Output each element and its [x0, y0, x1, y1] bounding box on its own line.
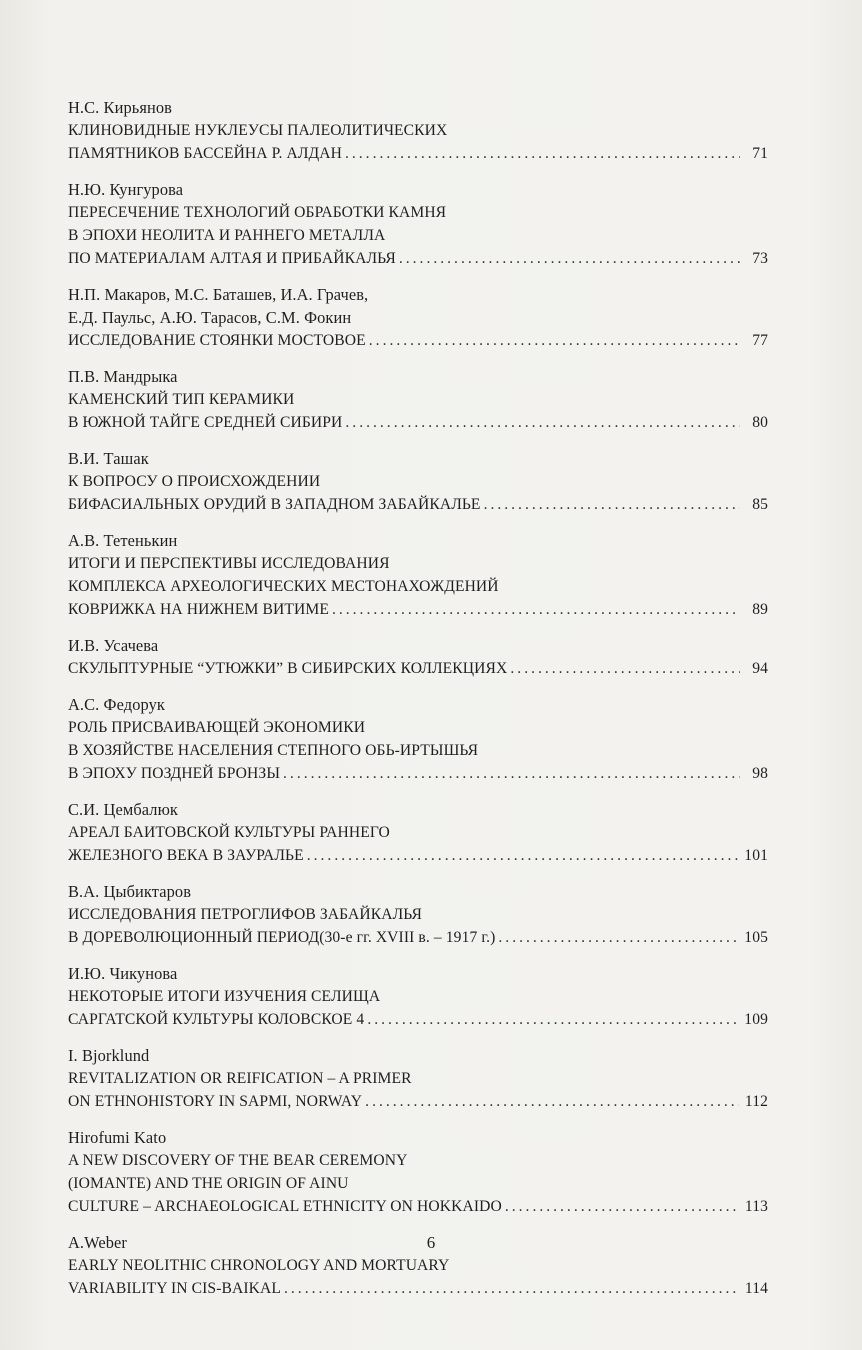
- entry-title-line: REVITALIZATION OR REIFICATION – A PRIMER: [68, 1070, 412, 1087]
- dot-leader: [365, 1090, 739, 1113]
- entry-title-line: БИФАСИАЛЬНЫХ ОРУДИЙ В ЗАПАДНОМ ЗАБАЙКАЛЬЕ: [68, 496, 481, 513]
- entry-title-line: EARLY NEOLITHIC CHRONOLOGY AND MORTUARY: [68, 1257, 450, 1274]
- entry-author: Е.Д. Паульс, А.Ю. Тарасов, С.М. Фокин: [68, 308, 352, 327]
- entry-page-number: 71: [752, 145, 768, 162]
- entry-title-line: A NEW DISCOVERY OF THE BEAR CEREMONY: [68, 1152, 408, 1169]
- entry-page-number: 114: [744, 1280, 768, 1297]
- entry-author: Н.С. Кирьянов: [68, 98, 172, 117]
- entry-title-line: ЖЕЛЕЗНОГО ВЕКА В ЗАУРАЛЬЕ: [68, 847, 304, 864]
- entry-title-line: ON ETHNOHISTORY IN SAPMI, NORWAY: [68, 1093, 363, 1110]
- entry-page-number: 77: [752, 332, 768, 349]
- entry-title-line: В ДОРЕВОЛЮЦИОННЫЙ ПЕРИОД(30-е гг. XVIII в. – 1917 г.): [68, 929, 496, 946]
- entry-page-number: 94: [752, 660, 768, 677]
- entry-author: И.Ю. Чикунова: [68, 964, 178, 983]
- entry-title-line: САРГАТСКОЙ КУЛЬТУРЫ КОЛОВСКОЕ 4: [68, 1011, 365, 1028]
- entry-title-line: VARIABILITY IN CIS-BAIKAL: [68, 1280, 281, 1297]
- entry-page-number: 85: [752, 496, 768, 513]
- toc-entry: [68, 178, 768, 270]
- entry-title-line: К ВОПРОСУ О ПРОИСХОЖДЕНИИ: [68, 473, 321, 490]
- dot-leader: [498, 926, 738, 949]
- table-of-contents: [68, 96, 768, 1313]
- dot-leader: [484, 493, 740, 516]
- toc-entry: [68, 962, 768, 1031]
- entry-last-line: [68, 329, 768, 352]
- entry-author: И.В. Усачева: [68, 636, 159, 655]
- entry-last-line: [68, 926, 768, 949]
- entry-author: П.В. Мандрыка: [68, 367, 178, 386]
- entry-author: Н.П. Макаров, М.С. Баташев, И.А. Грачев,: [68, 285, 369, 304]
- entry-last-line: [68, 247, 768, 270]
- entry-page-number: 105: [744, 929, 768, 946]
- entry-last-line: [68, 762, 768, 785]
- entry-title-line: ИТОГИ И ПЕРСПЕКТИВЫ ИССЛЕДОВАНИЯ: [68, 555, 390, 572]
- toc-entry: [68, 798, 768, 867]
- entry-last-line: [68, 598, 768, 621]
- entry-page-number: 73: [752, 250, 768, 267]
- toc-entry: [68, 693, 768, 785]
- page-number: 6: [426, 1233, 436, 1252]
- entry-title-line: ИССЛЕДОВАНИЕ СТОЯНКИ МОСТОВОЕ: [68, 332, 366, 349]
- entry-last-line: [68, 1195, 768, 1218]
- entry-title-line: СКУЛЬПТУРНЫЕ “УТЮЖКИ” В СИБИРСКИХ КОЛЛЕКЦИЯХ: [68, 660, 508, 677]
- entry-author: I. Bjorklund: [68, 1046, 150, 1065]
- entry-last-line: [68, 1090, 768, 1113]
- entry-page-number: 101: [744, 847, 768, 864]
- toc-entry: [68, 529, 768, 621]
- entry-last-line: [68, 142, 768, 165]
- entry-author: Hirofumi Kato: [68, 1128, 167, 1147]
- entry-author: В.И. Ташак: [68, 449, 149, 468]
- entry-title-line: КОВРИЖКА НА НИЖНЕМ ВИТИМЕ: [68, 601, 329, 618]
- toc-entry: [68, 447, 768, 516]
- entry-title-line: ПАМЯТНИКОВ БАССЕЙНА Р. АЛДАН: [68, 145, 342, 162]
- entry-last-line: [68, 1008, 768, 1031]
- dot-leader: [367, 1008, 738, 1031]
- entry-title-line: (IOMANTE) AND THE ORIGIN OF AINU: [68, 1175, 349, 1192]
- entry-page-number: 109: [744, 1011, 768, 1028]
- entry-author: В.А. Цыбиктаров: [68, 882, 192, 901]
- entry-last-line: [68, 1277, 768, 1300]
- entry-title-line: В ХОЗЯЙСТВЕ НАСЕЛЕНИЯ СТЕПНОГО ОБЬ-ИРТЫШЬЯ: [68, 742, 479, 759]
- dot-leader: [307, 844, 739, 867]
- toc-entry: [68, 1126, 768, 1218]
- entry-page-number: 98: [752, 765, 768, 782]
- entry-last-line: [68, 657, 768, 680]
- entry-page-number: 112: [744, 1093, 768, 1110]
- entry-author: А.В. Тетенькин: [68, 531, 178, 550]
- toc-entry: [68, 96, 768, 165]
- dot-leader: [510, 657, 740, 680]
- entry-title-line: РОЛЬ ПРИСВАИВАЮЩЕЙ ЭКОНОМИКИ: [68, 719, 366, 736]
- dot-leader: [369, 329, 740, 352]
- toc-entry: [68, 880, 768, 949]
- entry-title-line: ИССЛЕДОВАНИЯ ПЕТРОГЛИФОВ ЗАБАЙКАЛЬЯ: [68, 906, 422, 923]
- entry-title-line: В ЮЖНОЙ ТАЙГЕ СРЕДНЕЙ СИБИРИ: [68, 414, 343, 431]
- entry-title-line: CULTURE – ARCHAEOLOGICAL ETHNICITY ON HOKKAIDO: [68, 1198, 502, 1215]
- entry-last-line: [68, 493, 768, 516]
- toc-entry: [68, 634, 768, 680]
- entry-page-number: 80: [752, 414, 768, 431]
- entry-title-line: НЕКОТОРЫЕ ИТОГИ ИЗУЧЕНИЯ СЕЛИЩА: [68, 988, 381, 1005]
- entry-author: А.С. Федорук: [68, 695, 165, 714]
- entry-author: Н.Ю. Кунгурова: [68, 180, 184, 199]
- dot-leader: [283, 762, 740, 785]
- entry-title-line: АРЕАЛ БАИТОВСКОЙ КУЛЬТУРЫ РАННЕГО: [68, 824, 390, 841]
- dot-leader: [399, 247, 740, 270]
- entry-last-line: [68, 411, 768, 434]
- entry-title-line: КЛИНОВИДНЫЕ НУКЛЕУСЫ ПАЛЕОЛИТИЧЕСКИХ: [68, 122, 448, 139]
- entry-title-line: В ЭПОХИ НЕОЛИТА И РАННЕГО МЕТАЛЛА: [68, 227, 386, 244]
- dot-leader: [345, 142, 740, 165]
- entry-title-line: КОМПЛЕКСА АРХЕОЛОГИЧЕСКИХ МЕСТОНАХОЖДЕНИЙ: [68, 578, 499, 595]
- entry-author: С.И. Цембалюк: [68, 800, 178, 819]
- entry-page-number: 89: [752, 601, 768, 618]
- entry-last-line: [68, 844, 768, 867]
- entry-author: A.Weber: [68, 1233, 127, 1252]
- dot-leader: [284, 1277, 739, 1300]
- dot-leader: [345, 411, 740, 434]
- entry-title-line: ПЕРЕСЕЧЕНИЕ ТЕХНОЛОГИЙ ОБРАБОТКИ КАМНЯ: [68, 204, 447, 221]
- toc-entry: [68, 1044, 768, 1113]
- entry-title-line: КАМЕНСКИЙ ТИП КЕРАМИКИ: [68, 391, 295, 408]
- toc-entry: [68, 365, 768, 434]
- dot-leader: [505, 1195, 739, 1218]
- entry-title-line: В ЭПОХУ ПОЗДНЕЙ БРОНЗЫ: [68, 765, 281, 782]
- entry-title-line: ПО МАТЕРИАЛАМ АЛТАЯ И ПРИБАЙКАЛЬЯ: [68, 250, 396, 267]
- toc-entry: [68, 283, 768, 352]
- dot-leader: [332, 598, 740, 621]
- entry-page-number: 113: [744, 1198, 768, 1215]
